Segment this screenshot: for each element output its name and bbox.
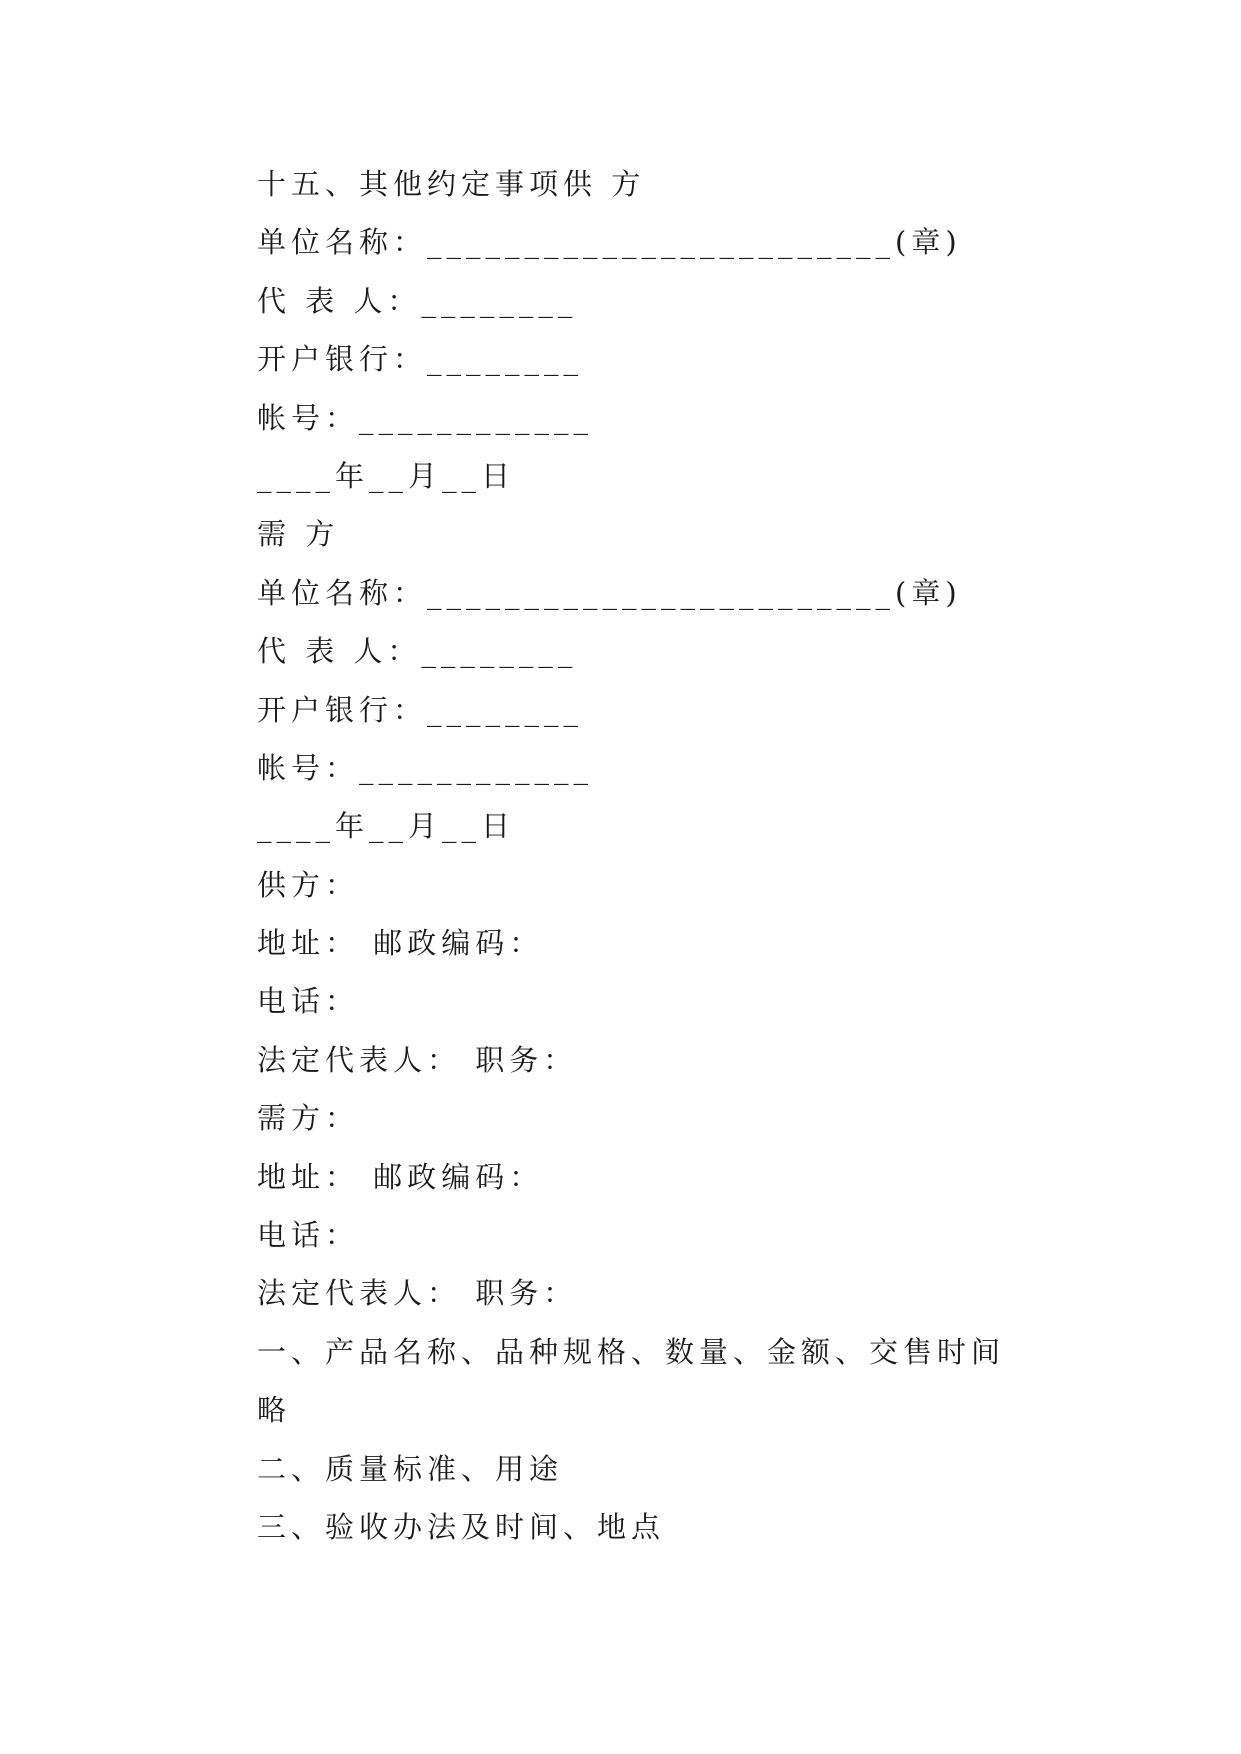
- buyer-label: 需方：: [257, 1101, 360, 1136]
- section-3-heading: 三、验收办法及时间、地点: [257, 1509, 666, 1544]
- buyer-representative-field: 代 表 人：________: [257, 634, 578, 669]
- supplier-bank-field: 开户银行：________: [257, 342, 584, 377]
- supplier-legal-rep-field: 法定代表人： 职务：: [257, 1042, 578, 1077]
- buyer-unit-name-field: 单位名称：________________________(章): [257, 575, 962, 610]
- buyer-account-field: 帐号：____________: [257, 750, 594, 785]
- section-15-heading: 十五、其他约定事项供 方: [257, 167, 646, 201]
- supplier-phone-field: 电话：: [257, 984, 360, 1019]
- buyer-legal-rep-field: 法定代表人： 职务：: [257, 1276, 578, 1311]
- section-2-heading: 二、质量标准、用途: [257, 1451, 564, 1486]
- buyer-phone-field: 电话：: [257, 1218, 360, 1253]
- section-1-body: 略: [257, 1393, 292, 1428]
- buyer-address-field: 地址： 邮政编码：: [257, 1159, 544, 1194]
- supplier-account-field: 帐号：____________: [257, 400, 594, 435]
- supplier-representative-field: 代 表 人：________: [257, 283, 578, 318]
- supplier-address-field: 地址： 邮政编码：: [257, 926, 544, 961]
- supplier-unit-name-field: 单位名称：________________________(章): [257, 225, 962, 260]
- supplier-date-field: ____年__月__日: [257, 458, 516, 493]
- section-1-heading: 一、产品名称、品种规格、数量、金额、交售时间: [257, 1334, 1006, 1369]
- buyer-date-field: ____年__月__日: [257, 809, 516, 844]
- buyer-bank-field: 开户银行：________: [257, 692, 584, 727]
- document-body: [257, 155, 1017, 1556]
- buyer-heading: 需 方: [257, 517, 340, 552]
- supplier-label: 供方：: [257, 867, 360, 902]
